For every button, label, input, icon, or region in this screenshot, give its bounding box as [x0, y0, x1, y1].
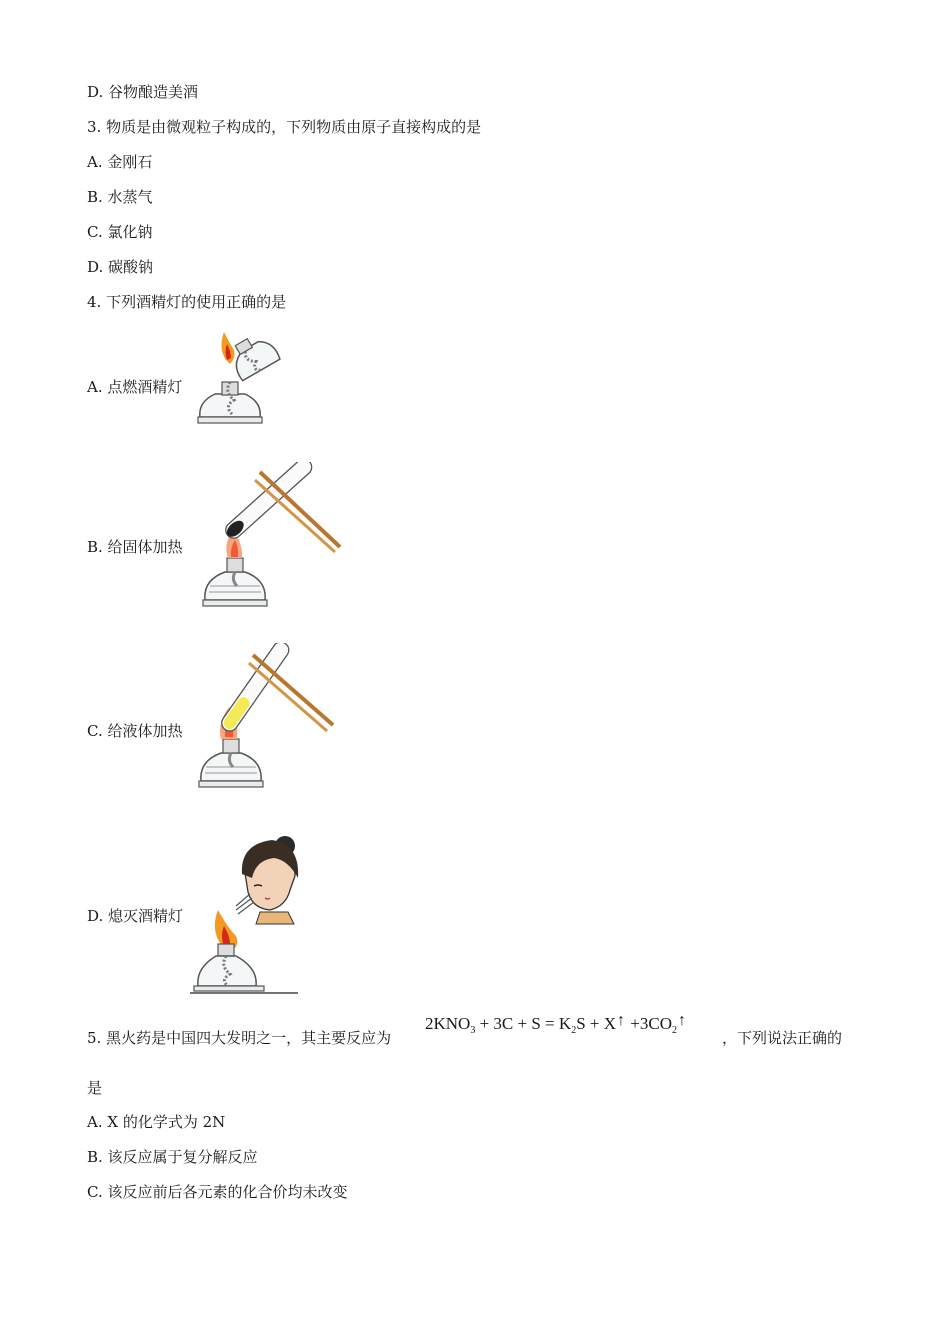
- q3-option-d: D. 碳酸钠: [87, 258, 154, 276]
- q5-stem-before: 5. 黑火药是中国四大发明之一，其主要反应为: [87, 1029, 392, 1047]
- q5-option-b: B. 该反应属于复分解反应: [87, 1148, 258, 1166]
- heating-solid-illustration: [195, 462, 350, 612]
- q3-option-a: A. 金刚石: [87, 153, 153, 171]
- lighting-with-another-lamp-illustration: [190, 322, 290, 432]
- q2-option-d: D. 谷物酿造美酒: [87, 83, 199, 101]
- q3-option-b: B. 水蒸气: [87, 188, 153, 206]
- q4-option-b: B. 给固体加热: [87, 538, 183, 556]
- q4-option-d: D. 熄灭酒精灯: [87, 907, 184, 925]
- q3-stem: 3. 物质是由微观粒子构成的，下列物质由原子直接构成的是: [87, 118, 482, 136]
- blowing-out-lamp-illustration: [190, 828, 315, 998]
- q5-stem-wrap: 是: [87, 1079, 103, 1097]
- heating-liquid-illustration: [193, 643, 343, 793]
- q4-option-a: A. 点燃酒精灯: [87, 378, 183, 396]
- q4-stem: 4. 下列酒精灯的使用正确的是: [87, 293, 287, 311]
- gas-arrow-icon: ↑: [677, 1012, 686, 1029]
- q5-option-a: A. X 的化学式为 2N: [87, 1113, 226, 1131]
- q5-option-c: C. 该反应前后各元素的化合价均未改变: [87, 1183, 348, 1201]
- gas-arrow-icon: ↑: [617, 1012, 626, 1029]
- q5-chemical-equation: $2KNO_3 + 3C + S = K_2S$ + X↑ $+3CO_2↑$: [425, 1012, 686, 1036]
- q5-stem-after: ，下列说法正确的: [722, 1029, 843, 1047]
- q3-option-c: C. 氯化钠: [87, 223, 153, 241]
- q4-option-c: C. 给液体加热: [87, 722, 183, 740]
